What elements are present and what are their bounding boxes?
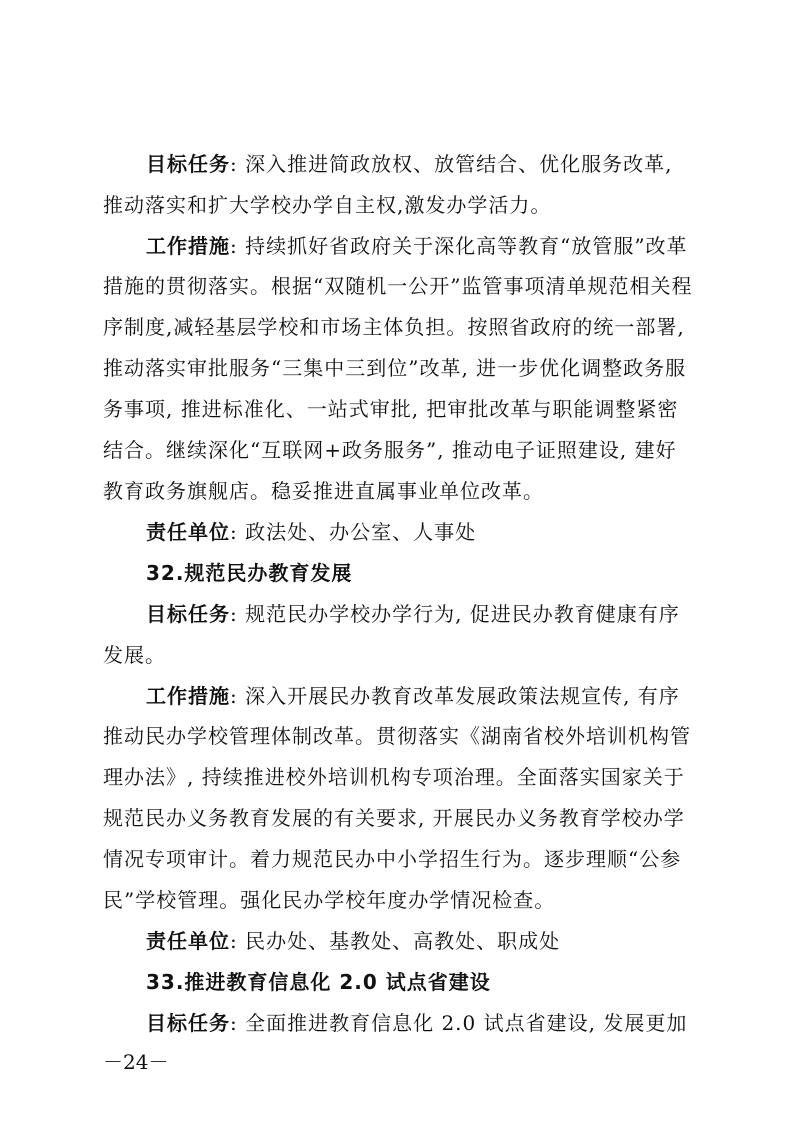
line-label: 目标任务 (146, 152, 230, 176)
line-text: : 规范民办学校办学行为, 促进民办教育健康有序 (230, 602, 680, 626)
body-line (103, 641, 693, 669)
page-number: －24－ (103, 1050, 169, 1074)
section-heading: 32.规范民办教育发展 (146, 561, 353, 585)
line-text: 推动落实审批服务“三集中三到位”改革, 进一步优化调整政务服 (103, 356, 687, 380)
body-line (146, 150, 693, 178)
body-line (103, 845, 693, 873)
body-line (103, 804, 693, 832)
line-text: 务事项, 推进标准化、一站式审批, 把审批改革与职能调整紧密 (103, 397, 679, 421)
body-line (103, 272, 693, 300)
body-line (146, 232, 693, 260)
body-line (103, 722, 693, 750)
line-text: 民”学校管理。强化民办学校年度办学情况检查。 (103, 888, 556, 912)
body-line (103, 436, 693, 464)
line-text: 情况专项审计。着力规范民办中小学招生行为。逐步理顺“公参 (103, 847, 682, 871)
body-line (146, 927, 693, 955)
body-line (103, 313, 693, 341)
body-line (103, 191, 693, 219)
line-label: 责任单位 (146, 520, 230, 544)
body-line (103, 886, 693, 914)
body-line (103, 395, 693, 423)
line-text: 教育政务旗舰店。稳妥推进直属事业单位改革。 (103, 479, 544, 503)
body-line (146, 1009, 693, 1037)
line-label: 工作措施 (146, 234, 230, 258)
line-text: : 民办处、基教处、高教处、职成处 (230, 929, 561, 953)
line-text: 理办法》, 持续推进校外培训机构专项治理。全面落实国家关于 (103, 765, 685, 789)
line-label: 责任单位 (146, 929, 230, 953)
body-line (146, 600, 693, 628)
line-text: 措施的贯彻落实。根据“双随机一公开”监管事项清单规范相关程 (103, 274, 693, 298)
line-text: 规范民办义务教育发展的有关要求, 开展民办义务教育学校办学 (103, 806, 685, 830)
line-text: 推动民办学校管理体制改革。贯彻落实《湖南省校外培训机构管 (103, 724, 691, 748)
line-text: : 政法处、办公室、人事处 (230, 520, 477, 544)
line-text: : 深入推进简政放权、放管结合、优化服务改革, (230, 152, 673, 176)
body-line (103, 354, 693, 382)
line-text: 推动落实和扩大学校办学自主权,激发办学活力。 (103, 193, 552, 217)
line-label: 目标任务 (146, 602, 230, 626)
body-line (146, 518, 693, 546)
line-text: 序制度,减轻基层学校和市场主体负担。按照省政府的统一部署, (103, 315, 685, 339)
line-label: 工作措施 (146, 684, 230, 708)
body-line (146, 682, 693, 710)
body-line (103, 763, 693, 791)
line-text: 发展。 (103, 643, 166, 667)
body-line (103, 477, 693, 505)
line-text: : 持续抓好省政府关于深化高等教育“放管服”改革 (230, 234, 688, 258)
line-text: : 深入开展民办教育改革发展政策法规宣传, 有序 (230, 684, 680, 708)
line-text: : 全面推进教育信息化 2.0 试点省建设, 发展更加 (230, 1011, 688, 1035)
line-label: 目标任务 (146, 1011, 230, 1035)
line-text: 结合。继续深化“互联网+政务服务”, 推动电子证照建设, 建好 (103, 438, 677, 462)
section-heading: 33.推进教育信息化 2.0 试点省建设 (146, 970, 491, 994)
